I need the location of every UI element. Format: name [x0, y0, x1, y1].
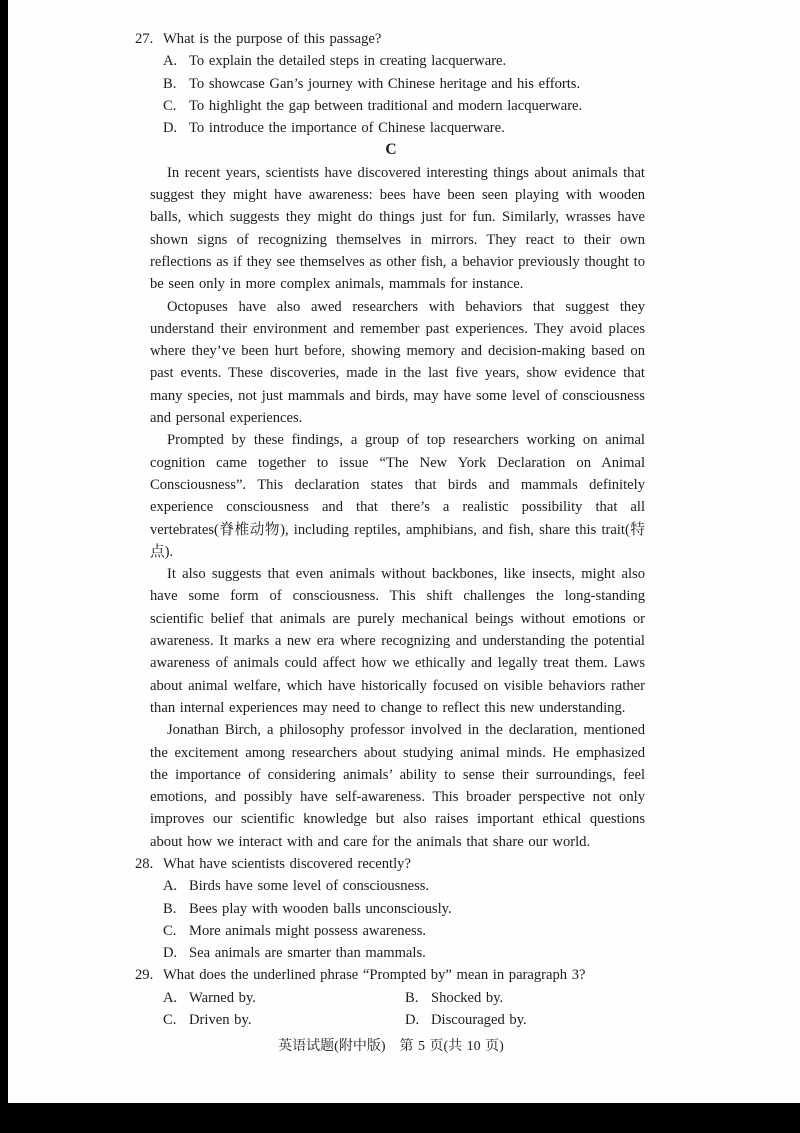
section-heading-c: C: [385, 141, 397, 159]
option-d: [163, 117, 647, 139]
option-b: [163, 73, 647, 95]
question-text: What have scientists discovered recently?: [163, 855, 411, 872]
question-28: [135, 853, 647, 964]
option-label: D.: [163, 945, 178, 962]
passage-paragraph-3: Prompted by these findings, a group of top researchers working on animal cognition came together to issue “The New York Declaration on Animal Consciousness”. This declaration states that birds and mammals definitely experience consciousness and that there’s a realistic possibility that all vertebrates(脊椎动物), including reptiles, amphibians, and fish, share this trait(特点).: [150, 432, 645, 560]
question-28-options: [163, 875, 647, 964]
option-label: C.: [163, 97, 177, 114]
option-c: [163, 1009, 405, 1031]
question-27-options: [163, 50, 647, 139]
question-29: [135, 964, 647, 1031]
option-text: Birds have some level of consciousness.: [189, 878, 430, 895]
option-c: [163, 95, 647, 117]
option-text: To showcase Gan’s journey with Chinese heritage and his efforts.: [189, 75, 581, 92]
option-text: To highlight the gap between traditional and modern lacquerware.: [189, 97, 583, 114]
option-label: C.: [163, 1012, 177, 1029]
option-label: D.: [163, 120, 178, 137]
option-label: A.: [163, 878, 178, 895]
option-text: Discouraged by.: [431, 1012, 527, 1029]
question-number: 29.: [135, 967, 154, 984]
passage-paragraph-4: It also suggests that even animals without backbones, like insects, might also have some form of consciousness. This shift challenges the long-standing scientific belief that animals are purely mechanical beings without emotions or awareness. It marks a new era where recognizing and understanding the potential awareness of animals could affect how we ethically and legally treat them. Laws about animal welfare, which have historically focused on visible behaviors rather than internal experiences may need to change to reflect this new understanding.: [150, 566, 645, 716]
option-text: Bees play with wooden balls unconsciously.: [189, 900, 452, 917]
option-text: To explain the detailed steps in creating lacquerware.: [189, 53, 507, 70]
option-label: B.: [163, 900, 177, 917]
option-text: To introduce the importance of Chinese lacquerware.: [189, 120, 505, 137]
option-label: A.: [163, 53, 178, 70]
option-b: [163, 898, 647, 920]
scan-bottom-edge: [0, 1103, 800, 1133]
option-label: D.: [405, 1012, 420, 1029]
option-a: [163, 987, 405, 1009]
page-footer: 英语试题(附中版) 第 5 页(共 10 页): [278, 1039, 504, 1055]
question-number: 28.: [135, 855, 154, 872]
option-label: B.: [405, 989, 419, 1006]
option-label: A.: [163, 989, 178, 1006]
option-a: [163, 50, 647, 72]
question-29-options: [163, 987, 647, 1032]
option-d: [163, 942, 647, 964]
passage-paragraph-1: In recent years, scientists have discovered interesting things about animals that suggest they might have awareness: bees have been seen playing with wooden balls, which suggests they might do things just for fun. Similarly, wrasses have shown signs of recognizing themselves in mirrors. They react to their own reflections as if they see themselves as other fish, a behavior previously thought to be seen only in more complex animals, mammals for instance.: [150, 164, 645, 293]
option-text: More animals might possess awareness.: [189, 922, 427, 939]
option-text: Shocked by.: [431, 989, 504, 1006]
option-a: [163, 875, 647, 897]
scan-left-edge: [0, 0, 8, 1133]
option-text: Warned by.: [189, 989, 256, 1006]
option-text: Sea animals are smarter than mammals.: [189, 945, 426, 962]
page-content: [135, 28, 647, 1059]
question-number: 27.: [135, 31, 154, 47]
option-label: B.: [163, 75, 177, 92]
option-b: [405, 987, 647, 1009]
option-c: [163, 920, 647, 942]
question-27: [135, 28, 647, 139]
option-label: C.: [163, 922, 177, 939]
option-d: [405, 1009, 647, 1031]
reading-passage: [150, 162, 645, 853]
passage-paragraph-5: Jonathan Birch, a philosophy professor involved in the declaration, mentioned the excitement among researchers about studying animal minds. He emphasized the importance of considering animals’ ability to sense their surroundings, feel emotions, and possibly have self-awareness. This broader perspective not only improves our scientific knowledge but also raises important ethical questions about how we interact with and care for the animals that share our world.: [150, 722, 645, 850]
option-text: Driven by.: [189, 1012, 252, 1029]
question-text: What does the underlined phrase “Prompted by” mean in paragraph 3?: [163, 967, 586, 984]
passage-paragraph-2: Octopuses have also awed researchers with behaviors that suggest they understand their environment and remember past experiences. They avoid places where they’ve been hurt before, showing memory and decision-making based on past events. These discoveries, made in the last five years, show evidence that many species, not just mammals and birds, may have some level of consciousness and personal experiences.: [150, 298, 645, 427]
question-text: What is the purpose of this passage?: [163, 31, 382, 47]
